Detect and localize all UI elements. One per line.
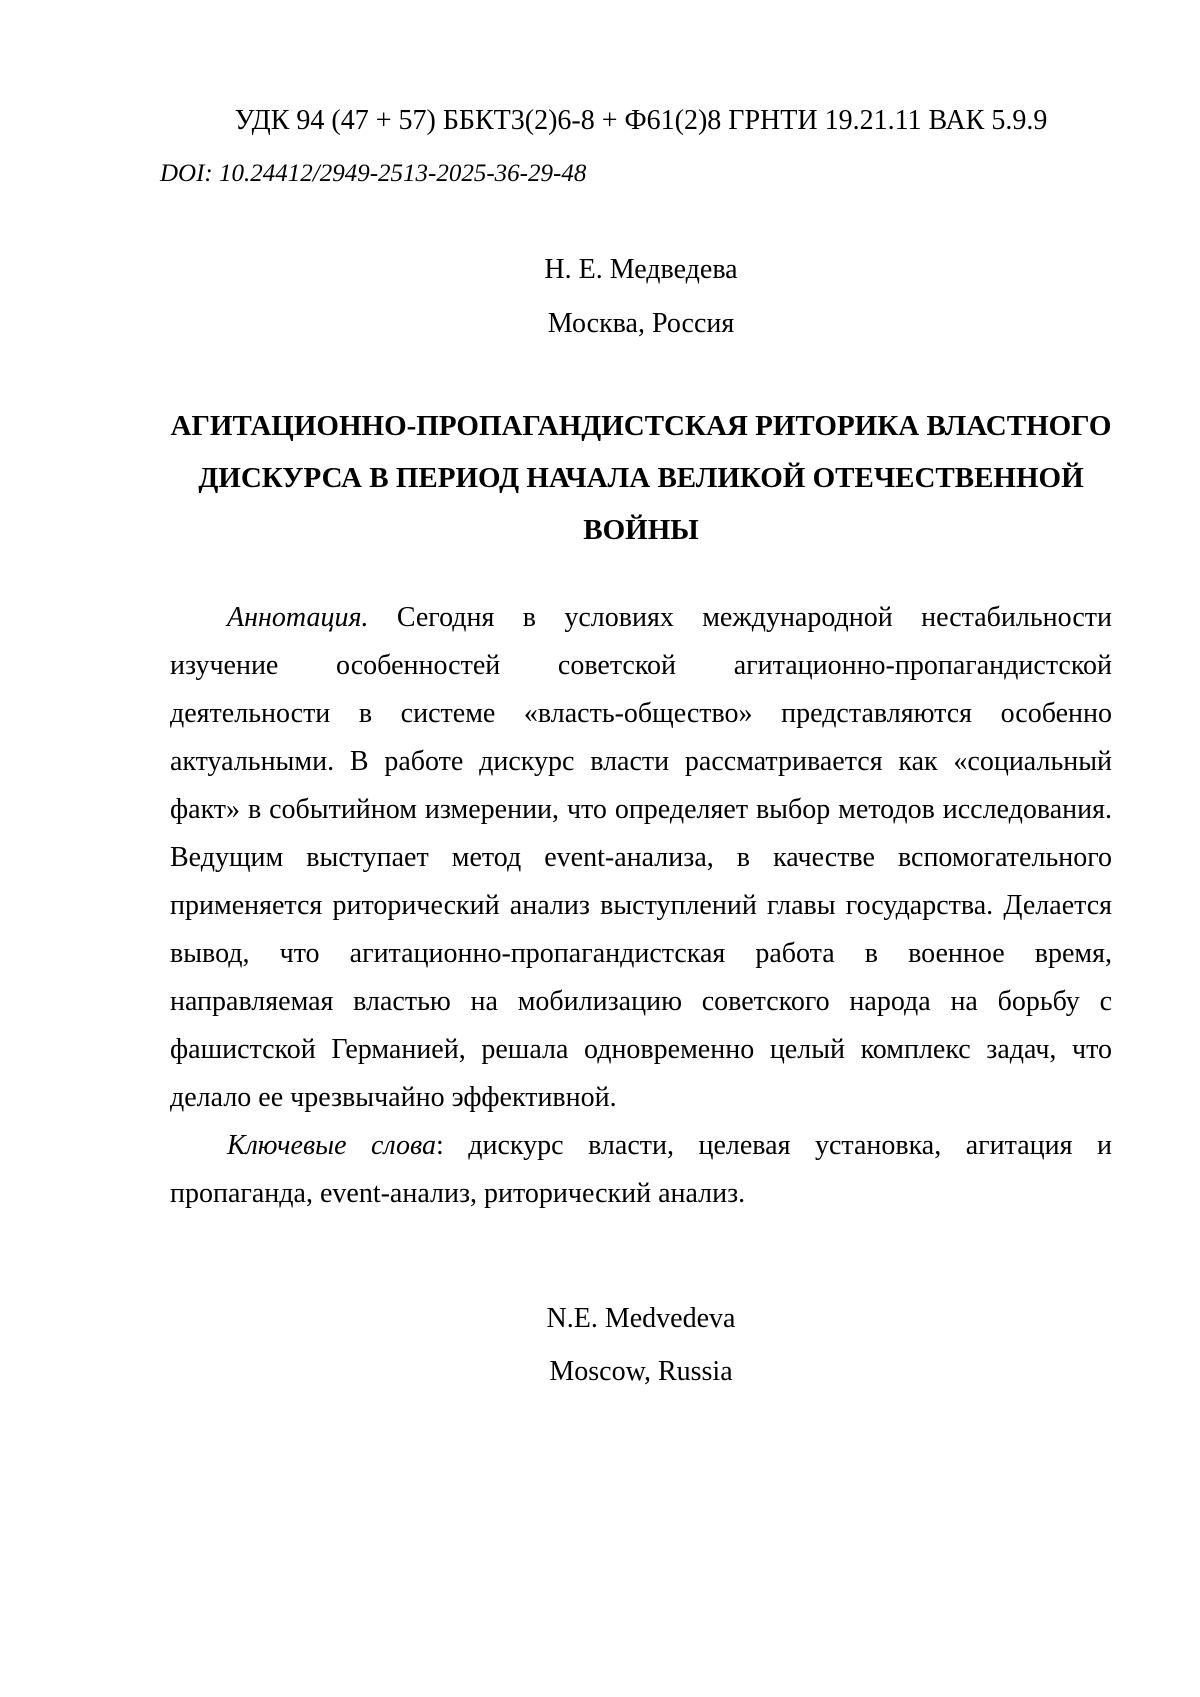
location-ru: Москва, Россия xyxy=(547,308,735,339)
keywords-text: дискурс власти, целевая установка, агитация и пропаганда, event-анализ, риторический анализ. xyxy=(170,1130,1112,1209)
location-en: Moscow, Russia xyxy=(549,1356,733,1387)
author-name-en: N.E. Medvedeva xyxy=(546,1303,736,1334)
title-line-1: АГИТАЦИОННО-ПРОПАГАНДИСТСКАЯ РИТОРИКА ВЛАСТНОГО xyxy=(170,410,1112,442)
article-title xyxy=(170,400,1112,556)
title-line-3: ВОЙНЫ xyxy=(583,514,699,546)
abstract-paragraph xyxy=(170,594,1112,1122)
title-line-2: ДИСКУРСА В ПЕРИОД НАЧАЛА ВЕЛИКОЙ ОТЕЧЕСТВЕННОЙ xyxy=(198,462,1084,494)
article-body xyxy=(170,594,1112,1218)
abstract-text: Сегодня в условиях международной нестабильности изучение особенностей советской агитационно-пропагандистской деятельности в системе «власть-общество» представляются особенно актуальными. В работе дискурс власти рассматривается как «социальный факт» в событийном измерении, что определяет выбор методов исследования. Ведущим выступает метод event-анализа, в качестве вспомогательного применяется риторический анализ выступлений главы государства. Делается вывод, что агитационно-пропагандистская работа в военное время, направляемая властью на мобилизацию советского народа на борьбу с фашистской Германией, решала одновременно целый комплекс задач, что делало ее чрезвычайно эффективной. xyxy=(170,602,1112,1113)
keywords-separator: : xyxy=(435,1130,444,1161)
keywords-paragraph xyxy=(170,1122,1112,1218)
abstract-label: Аннотация. xyxy=(227,602,369,633)
keywords-label: Ключевые слова xyxy=(227,1130,436,1161)
author-name-ru: Н. Е. Медведева xyxy=(544,254,738,285)
doi-line: DOI: 10.24412/2949-2513-2025-36-29-48 xyxy=(160,160,587,187)
udk-classification-line: УДК 94 (47 + 57) ББКТ3(2)6-8 + Ф61(2)8 ГРНТИ 19.21.11 ВАК 5.9.9 xyxy=(234,105,1048,136)
